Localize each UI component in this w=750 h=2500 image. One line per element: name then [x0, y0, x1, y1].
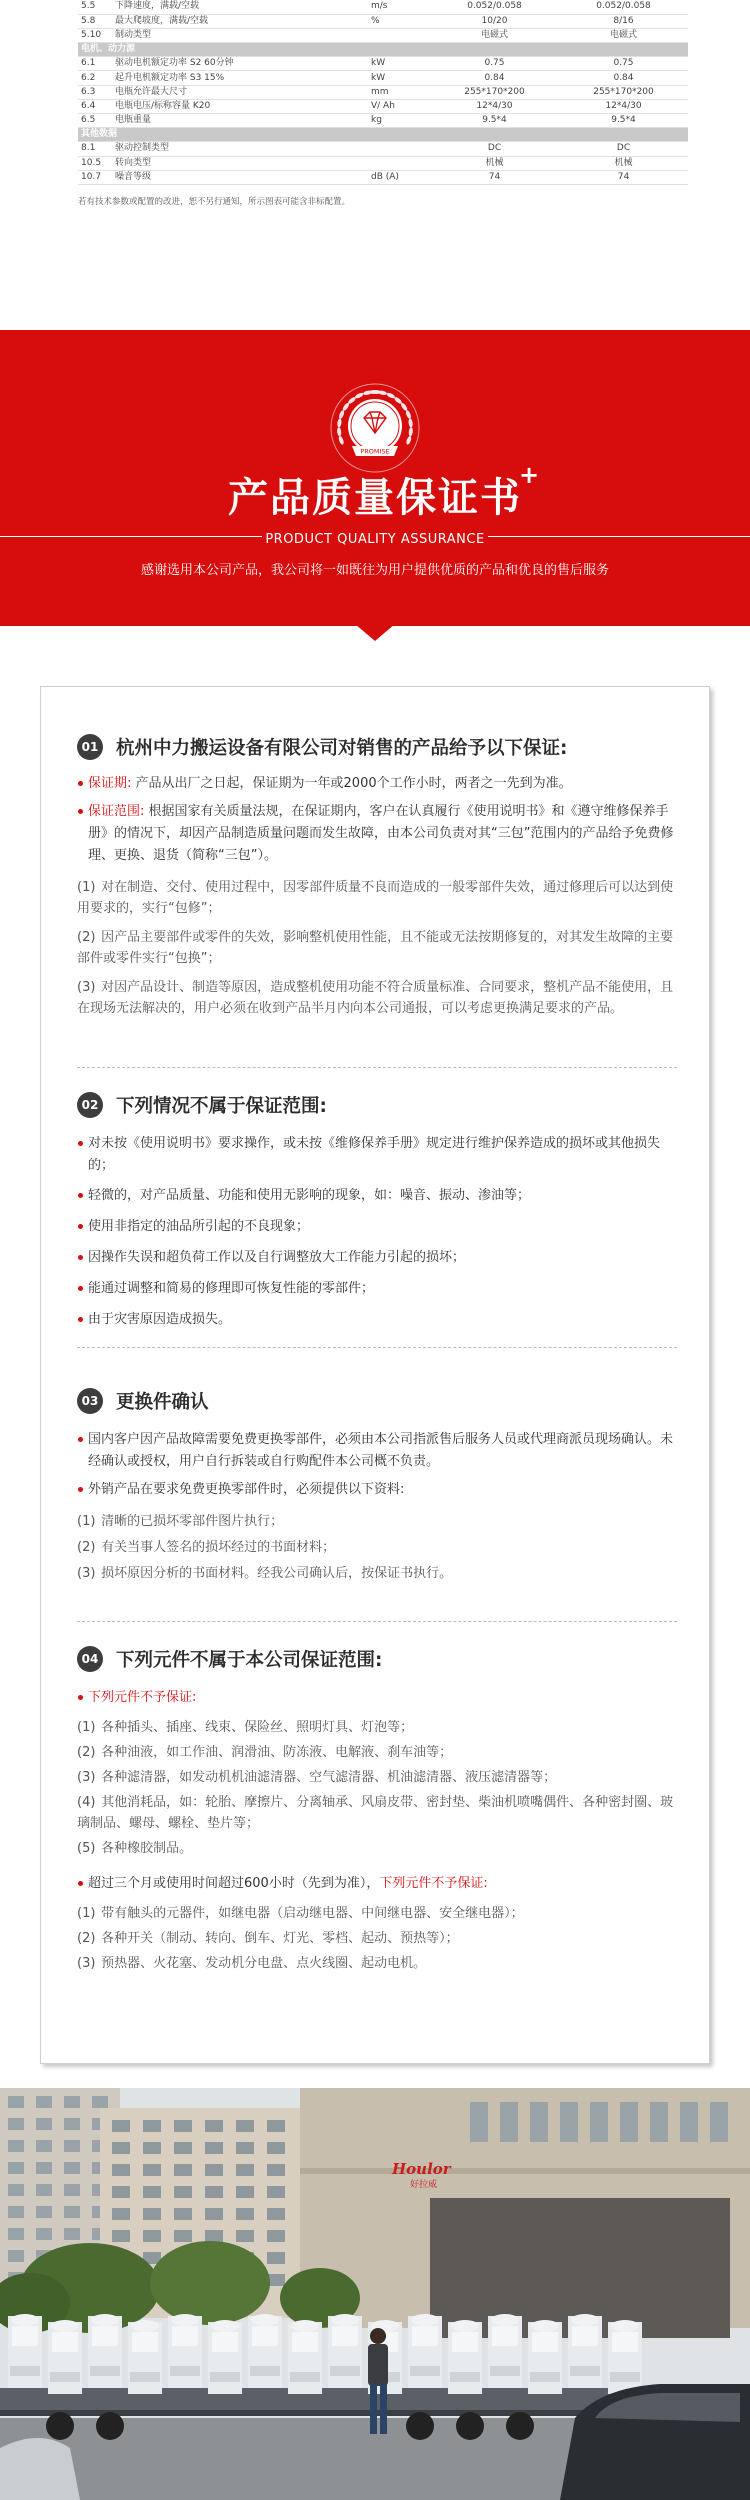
- list-item: 因操作失误和超负荷工作以及自行调整放大工作能力引起的损坏；: [77, 1247, 677, 1269]
- spec-section-row: [78, 43, 688, 57]
- spec-cell-no: 10.7: [78, 170, 112, 184]
- list-item-text: 因产品主要部件或零件的失效，影响整机使用性能，且不能或无法按期修复的，对其发生故障的主要部件或零件实行“包换”；: [77, 930, 674, 966]
- section-01: [77, 733, 677, 1019]
- spec-cell-a: 10/20: [430, 14, 559, 28]
- spec-cell-unit: dB (A): [368, 170, 430, 184]
- spec-cell-no: 6.5: [78, 114, 112, 128]
- section-divider: [77, 1067, 677, 1068]
- banner-title: 产品质量保证书: [228, 475, 522, 521]
- list-item: 轻微的，对产品质量、功能和使用无影响的现象，如：噪音、振动、渗油等；: [77, 1185, 677, 1207]
- spec-cell-item: 噪音等级: [112, 170, 368, 184]
- list-item-number: (3): [77, 1956, 96, 1971]
- list-item: 使用非指定的油品所引起的不良现象；: [77, 1216, 677, 1238]
- spec-cell-unit: [368, 142, 430, 156]
- table-row: [78, 28, 688, 42]
- list-item: [77, 1953, 677, 1974]
- list-item-text: 对在制造、交付、使用过程中，因零部件质量不良而造成的一般零部件失效，通过修理后可以达到使用要求的，实行“包修”；: [77, 880, 674, 916]
- spec-section-label: 电机、动力源: [78, 43, 688, 57]
- spec-note: 若有技术参数或配置的改进，恕不另行通知，所示图表可能含非标配置。: [78, 196, 351, 207]
- spec-cell-a: 12*4/30: [430, 99, 559, 113]
- spec-cell-unit: kg: [368, 114, 430, 128]
- section-01-badge: 01: [77, 734, 103, 760]
- banner-description: 感谢选用本公司产品，我公司将一如既往为用户提供优质的产品和优良的售后服务: [140, 563, 609, 578]
- banner-plus: +: [519, 461, 540, 489]
- spec-cell-item: 电瓶重量: [112, 114, 368, 128]
- subtitle-rule-left: [0, 536, 262, 537]
- warranty-scope-label: 保证范围:: [88, 804, 145, 819]
- list-item: [77, 1717, 677, 1738]
- section-04-badge: 04: [77, 1646, 103, 1672]
- spec-cell-unit: V/ Ah: [368, 99, 430, 113]
- spec-cell-no: 6.3: [78, 85, 112, 99]
- list-item: [77, 1563, 677, 1584]
- list-item-number: (5): [77, 1841, 96, 1856]
- spec-cell-item: 最大爬坡度，满载/空载: [112, 14, 368, 28]
- spec-cell-no: 5.10: [78, 28, 112, 42]
- spec-cell-a: DC: [430, 142, 559, 156]
- spec-cell-item: 电瓶允许最大尺寸: [112, 85, 368, 99]
- spec-cell-unit: %: [368, 14, 430, 28]
- spec-cell-item: 下降速度，满载/空载: [112, 0, 368, 14]
- list-item: [77, 927, 677, 969]
- list-item-number: (2): [77, 1745, 96, 1760]
- list-item-number: (3): [77, 1770, 96, 1785]
- spec-cell-no: 10.5: [78, 156, 112, 170]
- table-row: [78, 99, 688, 113]
- spec-cell-no: 5.8: [78, 14, 112, 28]
- spec-cell-a: 74: [430, 170, 559, 184]
- spec-cell-b: 0.75: [559, 57, 688, 71]
- list-item: [77, 1537, 677, 1558]
- list-item-text: 清晰的已损坏零部件图片执行；: [101, 1514, 284, 1529]
- list-item-text: 各种插头、插座、线束、保险丝、照明灯具、灯泡等；: [101, 1720, 414, 1735]
- list-item-text: 预热器、火花塞、发动机分电盘、点火线圈、起动电机。: [101, 1956, 427, 1971]
- list-item-number: (2): [77, 1931, 96, 1946]
- warranty-period: [77, 773, 677, 795]
- time-limit-text: 超过三个月或使用时间超过600小时（先到为准），: [88, 1876, 380, 1891]
- spec-cell-no: 5.5: [78, 0, 112, 14]
- list-item-number: (2): [77, 1540, 96, 1555]
- section-02-badge: 02: [77, 1092, 103, 1118]
- spec-cell-a: 电磁式: [430, 28, 559, 42]
- list-item-number: (1): [77, 1906, 96, 1921]
- spec-cell-b: 255*170*200: [559, 85, 688, 99]
- section-divider: [77, 1347, 677, 1348]
- spec-cell-a: 0.84: [430, 71, 559, 85]
- section-01-header: [77, 733, 677, 761]
- spec-cell-no: 6.1: [78, 57, 112, 71]
- spec-table: [78, 0, 688, 207]
- warranty-period-label: 保证期:: [88, 776, 132, 791]
- spec-cell-a: 9.5*4: [430, 114, 559, 128]
- spec-cell-b: 74: [559, 170, 688, 184]
- excluded-parts-heading: 下列元件不予保证:: [77, 1687, 677, 1709]
- list-item-text: 有关当事人签名的损坏经过的书面材料；: [101, 1540, 336, 1555]
- spec-cell-unit: mm: [368, 85, 430, 99]
- spec-cell-b: 电磁式: [559, 28, 688, 42]
- time-limited-parts-heading: [77, 1873, 677, 1895]
- list-item: [77, 1838, 677, 1859]
- spec-section-label: 其他数据: [78, 128, 688, 142]
- section-04-header: [77, 1645, 677, 1673]
- spec-cell-b: 0.84: [559, 71, 688, 85]
- spec-cell-unit: [368, 28, 430, 42]
- list-item: [77, 1928, 677, 1949]
- list-item-text: 各种滤清器，如发动机机油滤清器、空气滤清器、机油滤清器、液压滤清器等；: [101, 1770, 557, 1785]
- spec-cell-item: 驱动电机额定功率 S2 60分钟: [112, 57, 368, 71]
- banner-subtitle: [0, 528, 750, 546]
- table-row: [78, 142, 688, 156]
- list-item-text: 带有触头的元器件，如继电器（启动继电器、中间继电器、安全继电器）；: [101, 1906, 524, 1921]
- table-row: [78, 14, 688, 28]
- section-03: [77, 1387, 677, 1584]
- banner-pointer: [355, 624, 395, 641]
- warranty-scope-text: 根据国家有关质量法规，在保证期内，客户在认真履行《使用说明书》和《遵守维修保养手册》的情况下，却因产品制造质量问题而发生故障，由本公司负责对其“三包”范围内的产品给予免费修理、更换、退货（简称“三包”）。: [88, 804, 674, 863]
- spec-section-row: [78, 128, 688, 142]
- list-item: [77, 1792, 677, 1834]
- spec-cell-unit: kW: [368, 57, 430, 71]
- list-item-text: 其他消耗品，如：轮胎、摩擦片、分离轴承、风扇皮带、密封垫、柴油机喷嘴偶件、各种密封圈、玻璃制品、螺母、螺栓、垫片等；: [77, 1795, 674, 1831]
- list-item-number: (2): [77, 930, 96, 945]
- list-item: 对未按《使用说明书》要求操作，或未按《维修保养手册》规定进行维护保养造成的损坏或其他损失的；: [77, 1133, 677, 1177]
- list-item-number: (1): [77, 1720, 96, 1735]
- section-01-title: 杭州中力搬运设备有限公司对销售的产品给予以下保证:: [116, 738, 568, 759]
- spec-cell-a: 0.75: [430, 57, 559, 71]
- shipping-photo: [0, 2088, 750, 2500]
- list-item-text: 各种开关（制动、转向、倒车、灯光、零档、起动、预热等）；: [101, 1931, 459, 1946]
- spec-cell-item: 电瓶电压/标称容量 K20: [112, 99, 368, 113]
- list-item-text: 对因产品设计、制造等原因，造成整机使用功能不符合质量标准、合同要求，整机产品不能使用，且在现场无法解决的，用户必须在收到产品半月内向本公司通报，可以考虑更换满足要求的产品。: [77, 980, 674, 1016]
- list-item: [77, 1767, 677, 1788]
- table-row: [78, 114, 688, 128]
- spec-table-grid: [78, 0, 688, 185]
- spec-cell-no: 6.4: [78, 99, 112, 113]
- section-02-title: 下列情况不属于保证范围:: [116, 1096, 327, 1117]
- warranty-scope: [77, 801, 677, 867]
- spec-cell-no: 6.2: [78, 71, 112, 85]
- table-row: [78, 57, 688, 71]
- spec-cell-b: 9.5*4: [559, 114, 688, 128]
- list-item: [77, 877, 677, 919]
- table-row: [78, 0, 688, 14]
- spec-cell-item: 起升电机额定功率 S3 15%: [112, 71, 368, 85]
- section-03-badge: 03: [77, 1388, 103, 1414]
- table-row: [78, 85, 688, 99]
- quality-banner: [0, 330, 750, 626]
- warranty-period-text: 产品从出厂之日起，保证期为一年或2000个工作小时，两者之一先到为准。: [135, 776, 572, 791]
- list-item-number: (3): [77, 980, 96, 995]
- section-04-title: 下列元件不属于本公司保证范围:: [116, 1650, 383, 1671]
- table-row: [78, 71, 688, 85]
- list-item: [77, 1903, 677, 1924]
- spec-cell-b: 0.052/0.058: [559, 0, 688, 14]
- section-02-header: [77, 1091, 677, 1119]
- diamond-emblem-icon: [322, 380, 428, 478]
- section-03-header: [77, 1387, 677, 1415]
- section-02: [77, 1091, 677, 1331]
- spec-cell-item: 驱动控制类型: [112, 142, 368, 156]
- spec-cell-item: 制动类型: [112, 28, 368, 42]
- list-item-number: (4): [77, 1795, 96, 1810]
- spec-cell-a: 机械: [430, 156, 559, 170]
- list-item-text: 损坏原因分析的书面材料。经我公司确认后，按保证书执行。: [101, 1566, 453, 1581]
- spec-cell-a: 0.052/0.058: [430, 0, 559, 14]
- banner-subtitle-text: PRODUCT QUALITY ASSURANCE: [265, 532, 485, 547]
- emblem-text: PROMISE: [360, 447, 390, 456]
- section-03-title: 更换件确认: [116, 1392, 209, 1413]
- list-item: [77, 1742, 677, 1763]
- time-limit-label: 下列元件不予保证:: [379, 1876, 488, 1891]
- list-item: [77, 1511, 677, 1532]
- spec-cell-b: 12*4/30: [559, 99, 688, 113]
- warranty-card: [40, 686, 710, 2064]
- list-item: 国内客户因产品故障需要免费更换零部件，必须由本公司指派售后服务人员或代理商派员现场确认。未经确认或授权，用户自行拆装或自行购配件本公司概不负责。: [77, 1429, 677, 1473]
- list-item-text: 各种橡胶制品。: [101, 1841, 193, 1856]
- spec-cell-unit: m/s: [368, 0, 430, 14]
- spec-cell-a: 255*170*200: [430, 85, 559, 99]
- list-item-text: 各种油液，如工作油、润滑油、防冻液、电解液、刹车油等；: [101, 1745, 453, 1760]
- list-item: 能通过调整和简易的修理即可恢复性能的零部件；: [77, 1278, 677, 1300]
- list-item: [77, 977, 677, 1019]
- list-item: 由于灾害原因造成损失。: [77, 1309, 677, 1331]
- houlor-logo-sub: 好拉威: [410, 2180, 438, 2190]
- spec-cell-b: DC: [559, 142, 688, 156]
- truck-loading-scene: [0, 2088, 750, 2500]
- table-row: [78, 170, 688, 184]
- section-04: [77, 1645, 677, 1974]
- subtitle-rule-right: [488, 536, 750, 537]
- section-divider: [77, 1621, 677, 1622]
- spec-cell-unit: kW: [368, 71, 430, 85]
- list-item-number: (1): [77, 1514, 96, 1529]
- table-row: [78, 156, 688, 170]
- spec-cell-no: 8.1: [78, 142, 112, 156]
- houlor-logo: Houlor: [392, 2160, 451, 2178]
- spec-cell-b: 机械: [559, 156, 688, 170]
- list-item-number: (1): [77, 880, 96, 895]
- spec-cell-unit: [368, 156, 430, 170]
- list-item-number: (3): [77, 1566, 96, 1581]
- list-item: 外销产品在要求免费更换零部件时，必须提供以下资料:: [77, 1479, 677, 1501]
- spec-cell-item: 转向类型: [112, 156, 368, 170]
- spec-cell-b: 8/16: [559, 14, 688, 28]
